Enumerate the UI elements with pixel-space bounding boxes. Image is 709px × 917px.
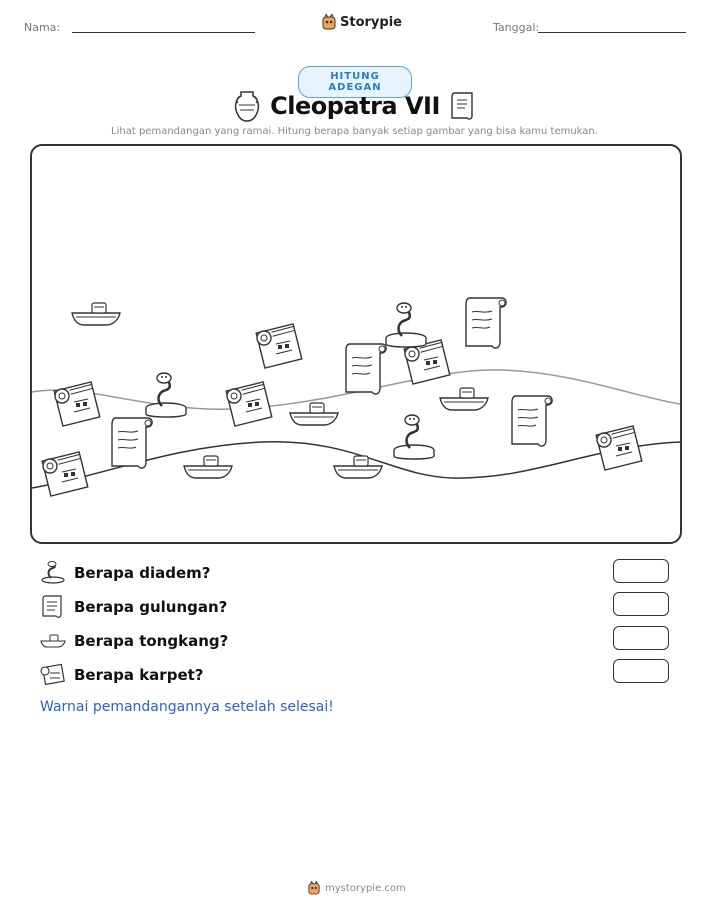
- page-subtitle: Lihat pemandangan yang ramai. Hitung berapa banyak setiap gambar yang bisa kamu temukan.: [111, 126, 598, 137]
- barge-icon: [40, 632, 66, 650]
- scroll-icon: [40, 594, 66, 620]
- coloring-instruction: Warnai pemandangannya setelah selesai!: [40, 699, 334, 715]
- brand-logo: [322, 14, 402, 30]
- barge-2: [184, 456, 232, 478]
- answer-box-barge[interactable]: [613, 626, 669, 650]
- question-row-scroll: [40, 594, 670, 620]
- question-row-carpet: [40, 662, 670, 688]
- carpet-3: [226, 382, 272, 426]
- diadem-2: [386, 303, 426, 347]
- carpet-5: [42, 452, 88, 496]
- diadem-3: [394, 415, 434, 459]
- barge-3: [290, 403, 338, 425]
- footer-brand: [308, 881, 406, 895]
- answer-box-carpet[interactable]: [613, 659, 669, 683]
- date-line[interactable]: [538, 32, 686, 33]
- scene-illustration: [32, 146, 680, 542]
- name-line[interactable]: [72, 32, 255, 33]
- barge-5: [440, 388, 488, 410]
- question-text: Berapa diadem?: [74, 564, 211, 582]
- scroll-4: [512, 396, 552, 446]
- question-text: Berapa gulungan?: [74, 598, 228, 616]
- page-title: Cleopatra VII: [270, 92, 440, 120]
- question-list: [40, 560, 670, 688]
- carpet-1: [256, 324, 302, 368]
- carpet-icon: [40, 663, 66, 687]
- search-scene: [30, 144, 682, 544]
- answer-box-scroll[interactable]: [613, 592, 669, 616]
- scroll-2: [346, 344, 386, 394]
- question-text: Berapa karpet?: [74, 666, 204, 684]
- barge-1: [72, 303, 120, 325]
- scroll-title-icon: [448, 90, 476, 122]
- storypie-mascot-icon: [322, 14, 336, 30]
- name-label: Nama:: [24, 21, 61, 34]
- question-row-diadem: [40, 560, 670, 586]
- answer-box-diadem[interactable]: [613, 559, 669, 583]
- question-text: Berapa tongkang?: [74, 632, 229, 650]
- footer-url: mystorypie.com: [325, 882, 406, 894]
- activity-badge: HITUNG ADEGAN: [298, 66, 412, 98]
- question-row-barge: [40, 628, 670, 654]
- carpet-6: [596, 426, 642, 470]
- brand-name: Storypie: [340, 14, 402, 30]
- storypie-mascot-icon: [308, 881, 320, 895]
- diadem-1: [146, 373, 186, 417]
- scroll-3: [466, 298, 506, 348]
- diadem-cobra-icon: [40, 561, 66, 585]
- vase-icon: [232, 90, 262, 124]
- carpet-2: [54, 382, 100, 426]
- date-label: Tanggal:: [493, 21, 540, 34]
- scroll-1: [112, 418, 152, 468]
